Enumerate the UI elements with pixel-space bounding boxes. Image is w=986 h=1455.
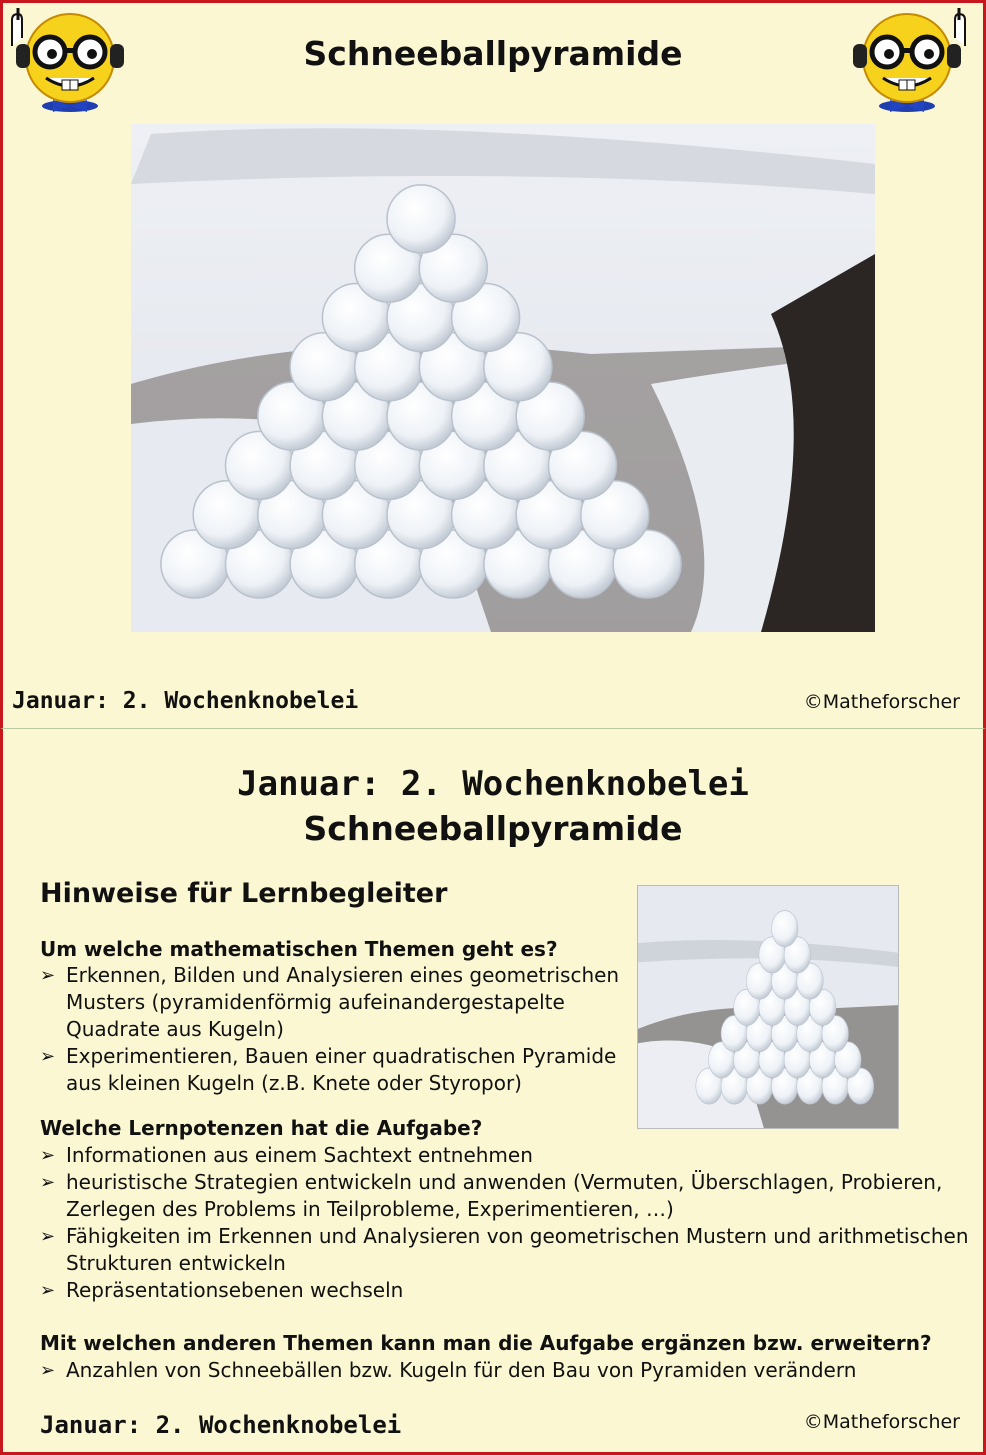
list-item: ➢ Experimentieren, Bauen einer quadratischen Pyramide aus kleinen Kugeln (z.B. Knete oder Styropor) xyxy=(40,1044,617,1095)
list-item: ➢ Repräsentationsebenen wechseln xyxy=(40,1278,404,1302)
list-item: ➢ Fähigkeiten im Erkennen und Analysieren von geometrischen Mustern und arithmetischen Strukturen entwickeln xyxy=(40,1224,969,1275)
extension-list xyxy=(40,1357,940,1384)
slide1-copyright: ©Matheforscher xyxy=(803,691,960,713)
slide2-heading-title: Schneeballpyramide xyxy=(303,809,683,848)
arrow-bullet-icon: ➢ xyxy=(40,1046,56,1067)
list-item: ➢ Anzahlen von Schneebällen bzw. Kugeln für den Bau von Pyramiden verändern xyxy=(40,1358,857,1382)
arrow-bullet-icon: ➢ xyxy=(40,1145,56,1166)
snowball xyxy=(771,910,798,946)
arrow-bullet-icon: ➢ xyxy=(40,965,56,986)
learning-potential-question: Welche Lernpotenzen hat die Aufgabe? xyxy=(40,1116,483,1140)
snowball-pyramid-photo xyxy=(131,124,875,632)
arrow-bullet-icon: ➢ xyxy=(40,1172,56,1193)
arrow-bullet-icon: ➢ xyxy=(40,1280,56,1301)
arrow-bullet-icon: ➢ xyxy=(40,1360,56,1381)
list-item: ➢ heuristische Strategien entwickeln und anwenden (Vermuten, Überschlagen, Probieren, Zerlegen des Problems in Teilprobleme, Experimentieren, …) xyxy=(40,1170,943,1221)
hints-title: Hinweise für Lernbegleiter xyxy=(40,878,448,909)
slide2-footer-label: Januar: 2. Wochenknobelei xyxy=(40,1411,402,1439)
list-item: ➢ Informationen aus einem Sachtext entnehmen xyxy=(40,1143,533,1167)
slide1-title: Schneeballpyramide xyxy=(303,34,683,73)
slide1-footer-label: Januar: 2. Wochenknobelei xyxy=(12,688,359,714)
arrow-bullet-icon: ➢ xyxy=(40,1226,56,1247)
slide2-copyright: ©Matheforscher xyxy=(803,1411,960,1433)
snowball xyxy=(387,185,455,253)
slide2-heading-week: Januar: 2. Wochenknobelei xyxy=(237,764,749,804)
extension-question: Mit welchen anderen Themen kann man die Aufgabe ergänzen bzw. erweitern? xyxy=(40,1331,932,1355)
topics-question: Um welche mathematischen Themen geht es? xyxy=(40,937,558,961)
snowball-pyramid-photo-small xyxy=(637,885,899,1129)
learning-potential-list xyxy=(40,1142,970,1304)
list-item: ➢ Erkennen, Bilden und Analysieren eines geometrischen Musters (pyramidenförmig aufeinandergestapelte Quadrate aus Kugeln) xyxy=(40,963,620,1041)
topics-list xyxy=(40,962,640,1097)
